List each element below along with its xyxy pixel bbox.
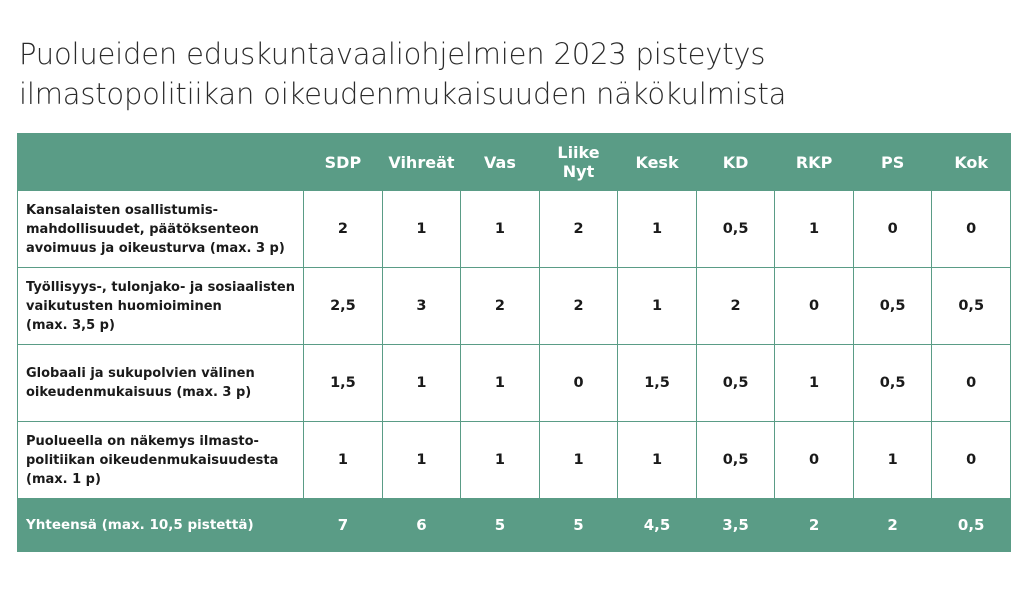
total-label: Yhteensä (max. 10,5 pistettä) — [18, 499, 304, 552]
criterion-label: Työllisyys-, tulonjako- ja sosiaalisten vaikutusten huomioiminen (max. 3,5 p) — [18, 268, 304, 345]
score-cell: 0 — [932, 422, 1011, 499]
table-row — [18, 422, 1011, 499]
total-score: 0,5 — [932, 499, 1011, 552]
score-cell: 1 — [618, 422, 697, 499]
score-cell: 2,5 — [304, 268, 383, 345]
score-cell: 0 — [539, 345, 618, 422]
score-cell: 1 — [461, 191, 540, 268]
total-score: 2 — [853, 499, 932, 552]
score-cell: 2 — [539, 268, 618, 345]
score-cell: 1 — [775, 191, 854, 268]
table-row — [18, 345, 1011, 422]
party-header-vas: Vas — [461, 134, 540, 191]
score-cell: 1 — [382, 191, 461, 268]
party-header-ps: PS — [853, 134, 932, 191]
title-line-2: ilmastopolitiikan oikeudenmukaisuuden näkökulmista — [19, 77, 787, 111]
party-header-kd: KD — [696, 134, 775, 191]
score-cell: 1,5 — [618, 345, 697, 422]
score-cell: 1 — [618, 268, 697, 345]
score-cell: 1,5 — [304, 345, 383, 422]
score-cell: 0 — [853, 191, 932, 268]
score-cell: 1 — [618, 191, 697, 268]
criterion-label: Globaali ja sukupolvien välinen oikeudenmukaisuus (max. 3 p) — [18, 345, 304, 422]
total-score: 7 — [304, 499, 383, 552]
score-cell: 2 — [461, 268, 540, 345]
party-header-liike-nyt: Liike Nyt — [539, 134, 618, 191]
score-cell: 0,5 — [696, 345, 775, 422]
score-cell: 1 — [461, 422, 540, 499]
score-table — [17, 133, 1011, 552]
score-cell: 1 — [539, 422, 618, 499]
table-row — [18, 191, 1011, 268]
party-header-sdp: SDP — [304, 134, 383, 191]
score-cell: 1 — [461, 345, 540, 422]
header-row — [18, 134, 1011, 191]
score-cell: 2 — [696, 268, 775, 345]
score-cell: 1 — [775, 345, 854, 422]
party-header-kok: Kok — [932, 134, 1011, 191]
total-score: 6 — [382, 499, 461, 552]
score-cell: 1 — [853, 422, 932, 499]
score-cell: 2 — [304, 191, 383, 268]
score-cell: 3 — [382, 268, 461, 345]
score-cell: 0,5 — [696, 422, 775, 499]
score-cell: 0 — [932, 345, 1011, 422]
criterion-label: Puolueella on näkemys ilmasto- politiikan oikeudenmukaisuudesta (max. 1 p) — [18, 422, 304, 499]
score-cell: 0 — [932, 191, 1011, 268]
total-score: 2 — [775, 499, 854, 552]
score-cell: 0 — [775, 422, 854, 499]
header-corner — [18, 134, 304, 191]
total-score: 3,5 — [696, 499, 775, 552]
party-header-rkp: RKP — [775, 134, 854, 191]
total-score: 4,5 — [618, 499, 697, 552]
page-title — [19, 34, 999, 114]
score-cell: 2 — [539, 191, 618, 268]
score-cell: 0,5 — [853, 345, 932, 422]
title-line-1: Puolueiden eduskuntavaaliohjelmien 2023 pisteytys — [19, 37, 766, 71]
score-cell: 1 — [304, 422, 383, 499]
score-cell: 0,5 — [696, 191, 775, 268]
total-score: 5 — [539, 499, 618, 552]
total-score: 5 — [461, 499, 540, 552]
total-row — [18, 499, 1011, 552]
score-cell: 0 — [775, 268, 854, 345]
score-cell: 1 — [382, 422, 461, 499]
criterion-label: Kansalaisten osallistumis- mahdollisuudet, päätöksenteon avoimuus ja oikeusturva (max. 3 p) — [18, 191, 304, 268]
party-header-vihreat: Vihreät — [382, 134, 461, 191]
score-cell: 0,5 — [932, 268, 1011, 345]
party-header-kesk: Kesk — [618, 134, 697, 191]
table-row — [18, 268, 1011, 345]
score-cell: 1 — [382, 345, 461, 422]
score-cell: 0,5 — [853, 268, 932, 345]
